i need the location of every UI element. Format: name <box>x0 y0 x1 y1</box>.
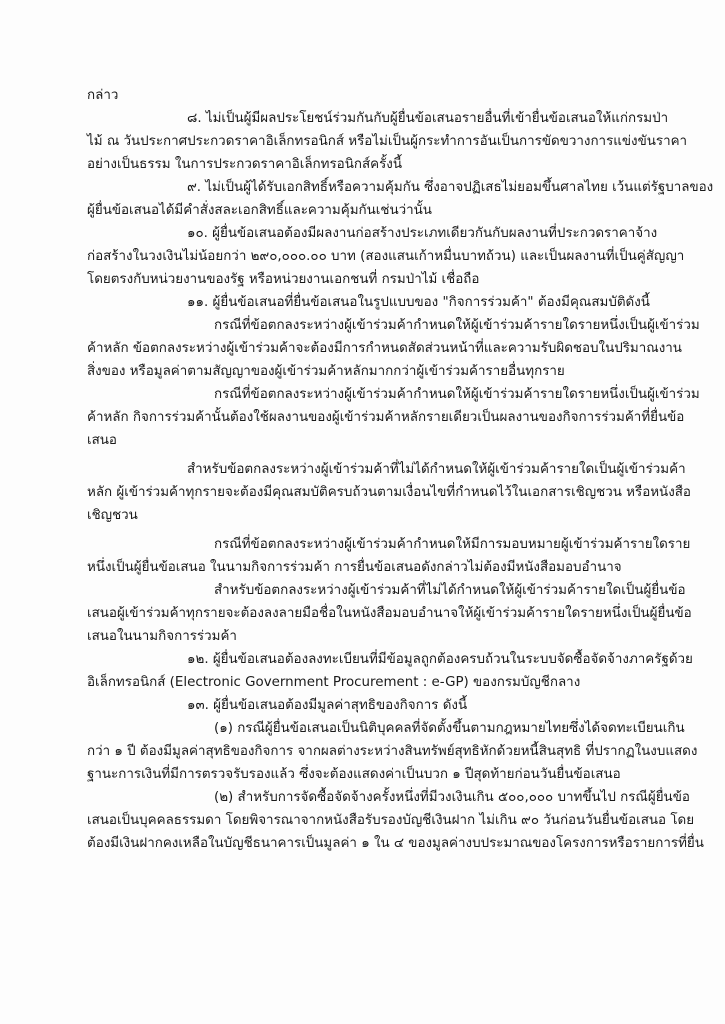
text-line: สิ่งของ หรือมูลค่าตามสัญญาของผู้เข้าร่วมค้าหลักมากกว่าผู้เข้าร่วมค้ารายอื่นทุกราย <box>87 364 565 379</box>
text-line: เสนอเป็นบุคคลธรรมดา โดยพิจารณาจากหนังสือรับรองบัญชีเงินฝาก ไม่เกิน ๙๐ วันก่อนวันยื่นข้อเสนอ โดย <box>87 813 695 828</box>
sub-paragraph-line: กรณีที่ข้อตกลงระหว่างผู้เข้าร่วมค้ากำหนดให้มีการมอบหมายผู้เข้าร่วมค้ารายใดราย <box>214 537 691 552</box>
clause-9-line: ๙. ไม่เป็นผู้ได้รับเอกสิทธิ์หรือความคุ้มกัน ซึ่งอาจปฏิเสธไม่ยอมขึ้นศาลไทย เว้นแต่รัฐบาลของ <box>187 180 714 195</box>
clause-8-line: ๘. ไม่เป็นผู้มีผลประโยชน์ร่วมกันกับผู้ยื่นข้อเสนอรายอื่นที่เข้ายื่นข้อเสนอให้แก่กรมป่า <box>187 111 669 126</box>
text-line: ฐานะการเงินที่มีการตรวจรับรองแล้ว ซึ่งจะต้องแสดงค่าเป็นบวก ๑ ปีสุดท้ายก่อนวันยื่นข้อเสนอ <box>87 767 621 782</box>
sub-item-line: (๑) กรณีผู้ยื่นข้อเสนอเป็นนิติบุคคลที่จัดตั้งขึ้นตามกฎหมายไทยซึ่งได้จดทะเบียนเกิน <box>214 721 685 736</box>
sub-paragraph-line: สำหรับข้อตกลงระหว่างผู้เข้าร่วมค้าที่ไม่ได้กำหนดให้ผู้เข้าร่วมค้ารายใดเป็นผู้ยื่นข้อ <box>214 583 686 598</box>
text-line: กว่า ๑ ปี ต้องมีมูลค่าสุทธิของกิจการ จากผลต่างระหว่างสินทรัพย์สุทธิหักด้วยหนี้สินสุทธิ ที่ปรากฏในงบแสดง <box>87 744 698 759</box>
text-line: เสนอผู้เข้าร่วมค้าทุกรายจะต้องลงลายมือชื่อในหนังสือมอบอำนาจให้ผู้เข้าร่วมค้ารายใดรายหนึ่งเป็นผู้ยื่นข้อ <box>87 606 692 621</box>
text-line: กล่าว <box>87 88 119 103</box>
clause-12-line: ๑๒. ผู้ยื่นข้อเสนอต้องลงทะเบียนที่มีข้อมูลถูกต้องครบถ้วนในระบบจัดซื้อจัดจ้างภาครัฐด้วย <box>187 652 693 667</box>
text-line: ผู้ยื่นข้อเสนอได้มีคำสั่งสละเอกสิทธิ์และความคุ้มกันเช่นว่านั้น <box>87 203 432 218</box>
text-line: เชิญชวน <box>87 508 138 523</box>
clause-13-line: ๑๓. ผู้ยื่นข้อเสนอต้องมีมูลค่าสุทธิของกิจการ ดังนี้ <box>187 698 468 713</box>
text-line: ต้องมีเงินฝากคงเหลือในบัญชีธนาคารเป็นมูลค่า ๑ ใน ๔ ของมูลค่างบประมาณของโครงการหรือรายการที่ยื่น <box>87 836 704 851</box>
text-line: อิเล็กทรอนิกส์ (Electronic Government Procurement : e-GP) ของกรมบัญชีกลาง <box>87 675 581 690</box>
text-line: ค้าหลัก ข้อตกลงระหว่างผู้เข้าร่วมค้าจะต้องมีการกำหนดสัดส่วนหน้าที่และความรับผิดชอบในปริมาณงาน <box>87 341 682 356</box>
sub-paragraph-line: สำหรับข้อตกลงระหว่างผู้เข้าร่วมค้าที่ไม่ได้กำหนดให้ผู้เข้าร่วมค้ารายใดเป็นผู้เข้าร่วมค้า <box>187 462 686 477</box>
sub-paragraph-line: กรณีที่ข้อตกลงระหว่างผู้เข้าร่วมค้ากำหนดให้ผู้เข้าร่วมค้ารายใดรายหนึ่งเป็นผู้เข้าร่วม <box>214 387 700 402</box>
sub-paragraph-line: กรณีที่ข้อตกลงระหว่างผู้เข้าร่วมค้ากำหนดให้ผู้เข้าร่วมค้ารายใดรายหนึ่งเป็นผู้เข้าร่วม <box>214 318 700 333</box>
text-line: ค้าหลัก กิจการร่วมค้านั้นต้องใช้ผลงานของผู้เข้าร่วมค้าหลักรายเดียวเป็นผลงานของกิจการร่วมค้าที่ยื่นข้อ <box>87 410 685 425</box>
document-body <box>87 84 714 855</box>
text-line: ไม้ ณ วันประกาศประกวดราคาอิเล็กทรอนิกส์ หรือไม่เป็นผู้กระทำการอันเป็นการขัดขวางการแข่งขันราคา <box>87 134 688 149</box>
text-line: หลัก ผู้เข้าร่วมค้าทุกรายจะต้องมีคุณสมบัติครบถ้วนตามเงื่อนไขที่กำหนดไว้ในเอกสารเชิญชวน หรือหนังสือ <box>87 485 691 500</box>
text-line: ก่อสร้างในวงเงินไม่น้อยกว่า ๒๙๐,๐๐๐.๐๐ บาท (สองแสนเก้าหมื่นบาทถ้วน) และเป็นผลงานที่เป็นคู่สัญญา <box>87 249 685 264</box>
text-line: เสนอในนามกิจการร่วมค้า <box>87 629 237 644</box>
clause-11-line: ๑๑. ผู้ยื่นข้อเสนอที่ยื่นข้อเสนอในรูปแบบของ "กิจการร่วมค้า" ต้องมีคุณสมบัติดังนี้ <box>187 295 650 310</box>
sub-item-line: (๒) สำหรับการจัดซื้อจัดจ้างครั้งหนึ่งที่มีวงเงินเกิน ๕๐๐,๐๐๐ บาทขึ้นไป กรณีผู้ยื่นข้อ <box>214 790 690 805</box>
text-line: อย่างเป็นธรรม ในการประกวดราคาอิเล็กทรอนิกส์ครั้งนี้ <box>87 157 402 172</box>
text-line: เสนอ <box>87 433 117 448</box>
clause-10-line: ๑๐. ผู้ยื่นข้อเสนอต้องมีผลงานก่อสร้างประเภทเดียวกันกับผลงานที่ประกวดราคาจ้าง <box>187 226 658 241</box>
text-line: โดยตรงกับหน่วยงานของรัฐ หรือหน่วยงานเอกชนที่ กรมป่าไม้ เชื่อถือ <box>87 272 480 287</box>
text-line: หนึ่งเป็นผู้ยื่นข้อเสนอ ในนามกิจการร่วมค้า การยื่นข้อเสนอดังกล่าวไม่ต้องมีหนังสือมอบอำนาจ <box>87 560 622 575</box>
